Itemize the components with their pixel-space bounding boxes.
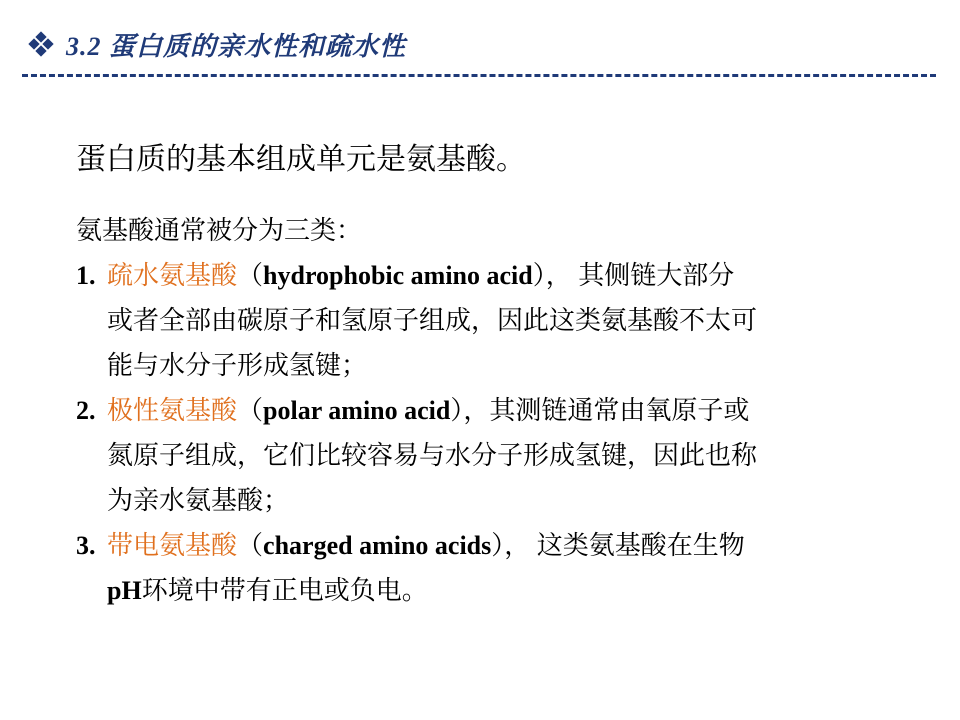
item-paren-open: （ — [237, 531, 264, 560]
item-paren-close: ），其测链通常由氧原子或 — [450, 396, 750, 425]
list-item — [76, 253, 936, 388]
slide-title: 3.2 蛋白质的亲水性和疏水性 — [66, 31, 407, 61]
item-term: 疏水氨基酸 — [107, 261, 238, 290]
four-diamond-bullet-icon — [30, 33, 52, 55]
item-line-3: 为亲水氨基酸； — [107, 486, 290, 515]
item-line-1 — [107, 253, 936, 298]
item-line-2-text: 环境中带有正电或负电。 — [141, 576, 428, 605]
item-line-2: 或者全部由碳原子和氢原子组成，因此这类氨基酸不太可 — [107, 306, 758, 335]
item-number: 2. — [76, 396, 96, 425]
item-english-term: hydrophobic amino acid — [263, 261, 533, 290]
item-paren-close: ）， 这类氨基酸在生物 — [491, 531, 745, 560]
item-english-ph: pH — [107, 576, 142, 605]
item-paren-open: （ — [237, 396, 264, 425]
item-line-2: 氮原子组成，它们比较容易与水分子形成氢键，因此也称 — [107, 441, 758, 470]
headline: 蛋白质的基本组成单元是氨基酸。 — [76, 143, 526, 176]
item-term: 极性氨基酸 — [107, 396, 238, 425]
item-term: 带电氨基酸 — [107, 531, 238, 560]
slide-header — [30, 24, 406, 64]
item-line-2 — [107, 568, 936, 613]
item-line-1 — [107, 388, 936, 433]
header-divider — [22, 74, 936, 77]
item-english-term: charged amino acids — [263, 531, 492, 560]
item-paren-open: （ — [237, 261, 264, 290]
item-number: 3. — [76, 531, 96, 560]
item-line-3: 能与水分子形成氢键； — [107, 351, 368, 380]
item-paren-close: ）， 其侧链大部分 — [532, 261, 735, 290]
list-item — [76, 523, 936, 613]
slide-body — [76, 208, 936, 613]
list-item — [76, 388, 936, 523]
item-number: 1. — [76, 261, 96, 290]
intro-text: 氨基酸通常被分为三类： — [76, 216, 363, 245]
item-english-term: polar amino acid — [263, 396, 451, 425]
item-line-1 — [107, 523, 936, 568]
